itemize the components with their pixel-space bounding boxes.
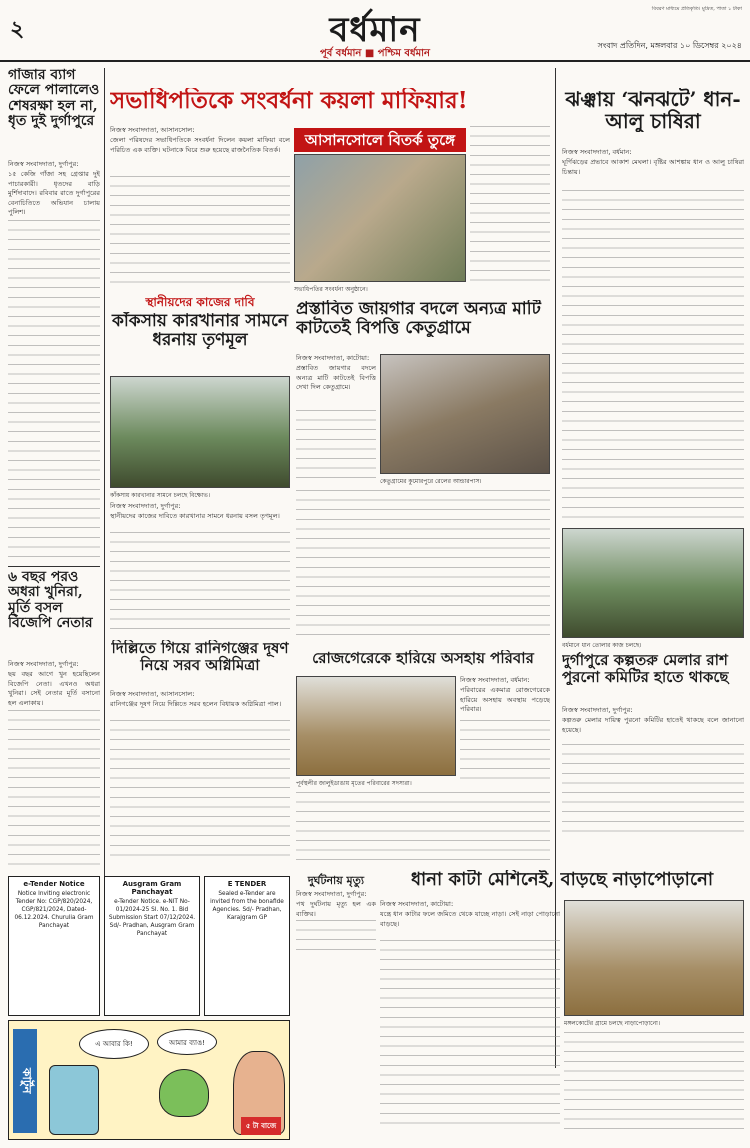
story-1-headline: গাঁজার ব্যাগ ফেলে পালালেও শেষরক্ষা হল না, ধৃত দুই দুর্গাপুরে [8, 68, 100, 130]
story-8-body: পথ দুর্ঘটনায় মৃত্যু হল এক ব্যক্তির। [296, 900, 376, 918]
story-8-headline: দুর্ঘটনায় মৃত্যু [307, 874, 365, 887]
tender-notice-2 [104, 876, 200, 1016]
tender-notice-3-body: Sealed e-Tender are invited from the bonafide Agencies. Sd/- Pradhan, Karajgram GP [210, 891, 284, 921]
story-7-caption: পূর্বস্থলীর জালুইডাঙায় মৃতের পরিবারের সদস্যরা। [296, 780, 412, 787]
cartoon-bubble-1: এ আবার কি! [79, 1029, 149, 1059]
story-3-body: জেলা পরিষদের সভাধিপতিকে সংবর্ধনা দিলেন কয়লা মাফিয়া বলে পরিচিত এক ব্যক্তি। ঘটনাকে ঘিরে শুরু হয়েছে রাজনৈতিক বিতর্ক। [110, 136, 290, 154]
story-4-caption: কাঁকসায় কারখানার সামনে চলছে বিক্ষোভ। [110, 492, 211, 499]
story-2-body: ছয় বছর আগে খুন হয়েছিলেন বিজেপি নেতা। এখনও অধরা খুনিরা। সেই নেতার মূর্তি বসানো হল এলাকায়। [8, 670, 100, 707]
story-7-text-block-2 [296, 792, 550, 862]
story-6-caption: কেতুগ্রামের কুমোরপুরে রেলের আন্ডারপাস। [380, 478, 482, 485]
cartoon-strip [8, 1020, 290, 1140]
tender-notice-3 [204, 876, 290, 1016]
story-8-text-block [296, 920, 376, 950]
cartoon-bubble-2: আমার ব্যাঙ! [157, 1029, 217, 1055]
story-5-headline: দিল্লিতে গিয়ে রানিগঞ্জের দূষণ নিয়ে সরব অগ্নিমিত্রা [111, 640, 289, 673]
story-7-body: পরিবারের একমাত্র রোজগেরেকে হারিয়ে অসহায় অবস্থায় পড়েছে পরিবার। [460, 686, 550, 714]
masthead: বর্ধমান [329, 10, 421, 50]
story-8-dateline: নিজস্ব সংবাদদাতা, দুর্গাপুর: [296, 890, 367, 898]
story-11-photo [564, 900, 744, 1016]
story-3-text-block [110, 176, 290, 286]
story-2-headline: ৬ বছর পরও অধরা খুনিরা, মূর্তি বসল বিজেপি নেতার [8, 570, 93, 632]
story-11-text-block-2 [564, 1032, 744, 1132]
story-5-body: রানিগঞ্জের দূষণ নিয়ে দিল্লিতে সরব হলেন বিধায়ক অগ্নিমিত্রা পাল। [110, 700, 282, 708]
story-11-headline: ধানা কাটা মেশিনেই, বাড়ছে নাড়াপোড়ানো [410, 870, 714, 890]
dateline: সংবাদ প্রতিদিন, মঙ্গলবার ১০ ডিসেম্বর ২০২৪ [597, 41, 742, 50]
story-2-text-block [8, 710, 100, 870]
section-subtitle: পূর্ব বর্ধমান ■ পশ্চিম বর্ধমান [319, 48, 431, 59]
cartoon-tag: ৫ টা বাজে [241, 1117, 281, 1135]
tender-notice-1-title: e-Tender Notice [23, 880, 85, 888]
tender-notice-2-title: Ausgram Gram Panchayat [122, 880, 182, 896]
divider [8, 566, 100, 567]
story-1-body: ১৫ কেজি গাঁজা সহ গ্রেপ্তার দুই পাচারকারী। ধৃতদের বাড়ি মুর্শিদাবাদে। রবিবার রাতে দুর্গাপুরের বেনাচিতিতে অভিযান চালায় পুলিশ। [8, 170, 100, 217]
story-4-headline: কাঁকসায় কারখানার সামনে ধরনায় তৃণমূল [111, 312, 288, 350]
story-6-text-block-2 [296, 490, 550, 640]
story-7-dateline: নিজস্ব সংবাদদাতা, বর্ধমান: [460, 676, 530, 684]
story-11-text-block [380, 940, 560, 1130]
column-rule [104, 68, 105, 958]
story-11-dateline: নিজস্ব সংবাদদাতা, কাটোয়া: [380, 900, 454, 908]
story-3-photo [294, 154, 466, 282]
story-9-body: ঘূর্ণিঝড়ের প্রভাবে আকাশ মেঘলা। বৃষ্টির আশঙ্কায় ধান ও আলু চাষিরা চিন্তায়। [562, 158, 744, 176]
story-4-photo [110, 376, 290, 488]
story-11-body: যন্ত্রে ধান কাটার ফলে জমিতে থেকে যাচ্ছে নাড়া। সেই নাড়া পোড়ানো বাড়ছে। [380, 910, 560, 928]
cartoon-jar [49, 1065, 99, 1135]
tender-notice-3-title: E TENDER [227, 880, 267, 888]
story-9-caption: বর্ধমানে ধান তোলার কাজ চলছে। [562, 642, 642, 649]
story-9-headline: ঝঞ্ঝায় ‘ঝনঝটে’ ধান-আলু চাষিরা [565, 88, 741, 132]
story-1-dateline: নিজস্ব সংবাদদাতা, দুর্গাপুর: [8, 160, 79, 168]
story-3-headline: সভাধিপতিকে সংবর্ধনা কয়লা মাফিয়ার! [110, 88, 468, 114]
story-5-text-block [110, 720, 290, 860]
story-7-headline: রোজগেরেকে হারিয়ে অসহায় পরিবার [312, 650, 534, 667]
story-6-photo [380, 354, 550, 474]
story-3-text-block-2 [470, 126, 550, 286]
story-11-caption: মঙ্গলকোটের গ্রামে চলছে নাড়াপোড়ানো। [564, 1020, 661, 1027]
story-10-headline: দুর্গাপুরে কল্পতরু মেলার রাশ পুরনো কমিটির হাতে থাকছে [562, 652, 729, 685]
story-7-text-block [460, 720, 550, 780]
story-1-text-block [8, 220, 100, 560]
story-9-text-block [562, 190, 744, 520]
story-9-photo [562, 528, 744, 638]
page-number: ২ [10, 17, 25, 42]
story-2-dateline: নিজস্ব সংবাদদাতা, দুর্গাপুর: [8, 660, 79, 668]
tender-notice-1 [8, 876, 100, 1016]
story-6-headline: প্রস্তাবিত জায়গার বদলে অন্যত্র মাটি কাটতেই বিপত্তি কেতুগ্রামে [296, 300, 541, 338]
imprint: বিবরণ মাধ্যমে প্রতিকৃতি। মুদ্রিত, পাতা ১ টাকা [651, 6, 742, 12]
cartoon-title: কার্টুন [13, 1029, 37, 1133]
story-10-text-block [562, 744, 744, 834]
story-4-text-block [110, 532, 290, 632]
tender-notice-1-body: Notice Inviting electronic Tender No: CGP/820/2024, CGP/821/2024, Dated- 06.12.2024. Churulia Gram Panchayat [14, 891, 94, 929]
story-7-photo [296, 676, 456, 776]
story-3-kicker: আসানসোলে বিতর্ক তুঙ্গে [294, 128, 466, 152]
story-4-dateline: নিজস্ব সংবাদদাতা, দুর্গাপুর: [110, 502, 181, 510]
story-10-dateline: নিজস্ব সংবাদদাতা, দুর্গাপুর: [562, 706, 633, 714]
tender-notice-2-body: e-Tender Notice. e-NIT No-01/2024-25 Sl. No. 1. Bid Submission Start 07/12/2024. Sd/- Pradhan, Ausgram Gram Panchayat [108, 899, 196, 937]
story-6-text-block [296, 410, 376, 480]
story-5-dateline: নিজস্ব সংবাদদাতা, আসানসোল: [110, 690, 195, 698]
story-3-dateline: নিজস্ব সংবাদদাতা, আসানসোল: [110, 126, 195, 134]
frog-icon [159, 1069, 209, 1117]
story-6-dateline: নিজস্ব সংবাদদাতা, কাটোয়া: [296, 354, 370, 362]
story-4-body: স্থানীয়দের কাজের দাবিতে কারখানার সামনে ধরনায় বসল তৃণমূল। [110, 512, 280, 520]
story-4-kicker: স্থানীয়দের কাজের দাবি [145, 295, 255, 309]
story-6-body: প্রস্তাবিত জায়গার বদলে অন্যত্র মাটি কাটতেই বিপত্তি দেখা দিল কেতুগ্রামে। [296, 364, 376, 392]
story-10-body: কল্পতরু মেলার দায়িত্ব পুরনো কমিটির হাতেই থাকছে বলে জানানো হয়েছে। [562, 716, 744, 734]
story-3-caption: সভাধিপতির সংবর্ধনা অনুষ্ঠানে। [294, 286, 368, 293]
story-9-dateline: নিজস্ব সংবাদদাতা, বর্ধমান: [562, 148, 632, 156]
